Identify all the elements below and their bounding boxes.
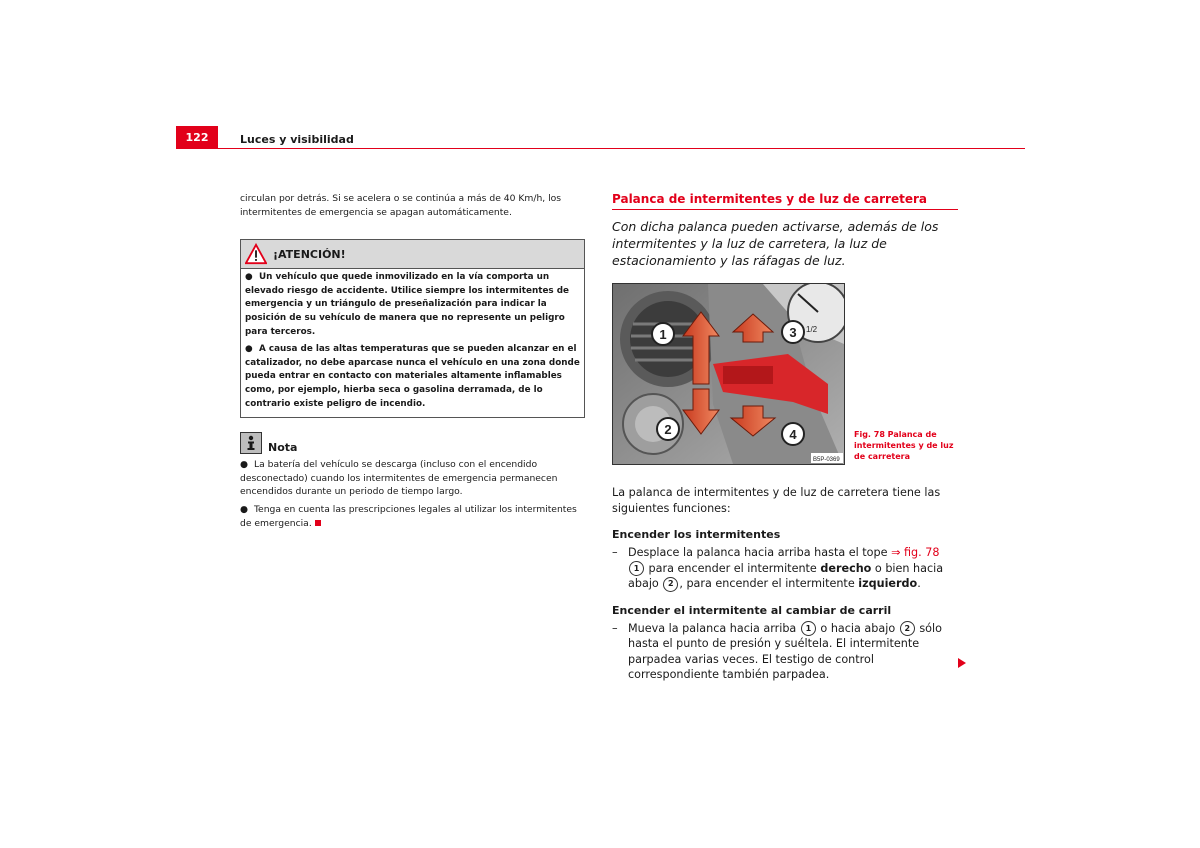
figure bbox=[612, 283, 958, 467]
instruction-text: Desplace la palanca hacia arriba hasta el tope ⇒ fig. 78 1 para encender el intermitente derecho o bien hacia abajo 2 , para encender el intermitente izquierdo. bbox=[628, 546, 944, 590]
lever-illustration bbox=[613, 284, 844, 464]
right-column bbox=[612, 192, 958, 683]
warning-title: ¡ATENCIÓN! bbox=[273, 247, 346, 261]
figure-label-4: 4 bbox=[789, 427, 797, 442]
callout-2: 2 bbox=[900, 621, 915, 636]
intro-paragraph: circulan por detrás. Si se acelera o se continúa a más de 40 Km/h, los intermitentes de emergencia se apagan automáticamente. bbox=[240, 193, 562, 218]
warning-header bbox=[241, 240, 584, 269]
subsection-title: Encender los intermitentes bbox=[612, 528, 781, 541]
dash-marker: – bbox=[612, 546, 618, 559]
warning-item-text: Un vehículo que quede inmovilizado en la vía comporta un elevado riesgo de accidente. Utilice siempre los intermitentes de emergencia y un triángulo de preseñalización para indicar la posición de su vehículo de manera que no represente un peligro para terceros. bbox=[245, 272, 569, 337]
figure-label-3: 3 bbox=[789, 325, 797, 340]
note-title: Nota bbox=[268, 441, 298, 455]
callout-1: 1 bbox=[801, 621, 816, 636]
info-icon bbox=[240, 432, 262, 454]
instruction-text: Mueva la palanca hacia arriba 1 o hacia abajo 2 sólo hasta el punto de presión y suéltela. El intermitente parpadea varias veces. El testigo de control correspondiente también parpadea. bbox=[628, 621, 942, 681]
callout-1: 1 bbox=[629, 561, 644, 576]
figure-code: B5P-0369 bbox=[813, 457, 840, 463]
page-number: 122 bbox=[176, 126, 218, 149]
figure-caption: Fig. 78 Palanca de intermitentes y de luz de carretera bbox=[854, 430, 954, 461]
instruction-item bbox=[612, 621, 958, 683]
warning-item: ● Un vehículo que quede inmovilizado en la vía comporta un elevado riesgo de accidente. Utilice siempre los intermitentes de emergencia y un triángulo de preseñalización para indicar la posición de su vehículo de manera que no represente un peligro para terceros. bbox=[245, 272, 569, 337]
functions-intro: La palanca de intermitentes y de luz de carretera tiene las siguientes funciones: bbox=[612, 486, 941, 515]
warning-item-text: A causa de las altas temperaturas que se pueden alcanzar en el catalizador, no debe aparcase nunca el vehículo en una zona donde pueda entrar en contacto con materiales altamente inflamables como, por ejemplo, hierba seca o gasolina derramada, de lo contrario existe peligro de incendio. bbox=[245, 344, 580, 409]
warning-body bbox=[241, 269, 584, 417]
dash-marker: – bbox=[612, 621, 618, 635]
header-rule bbox=[176, 148, 1025, 149]
figure-reference-link[interactable]: ⇒ fig. 78 bbox=[891, 546, 940, 559]
continue-arrow-icon bbox=[958, 658, 966, 668]
figure-image bbox=[612, 283, 845, 465]
warning-box bbox=[240, 239, 585, 418]
subsection-title: Encender el intermitente al cambiar de carril bbox=[612, 603, 892, 617]
note-header bbox=[240, 432, 585, 454]
note-item: ● La batería del vehículo se descarga (incluso con el encendido desconectado) cuando los intermitentes de emergencia permanecen encendidos durante un periodo de tiempo largo. bbox=[240, 459, 558, 498]
warning-triangle-icon bbox=[245, 243, 267, 265]
figure-label-1: 1 bbox=[659, 327, 667, 342]
warning-item: ● A causa de las altas temperaturas que se pueden alcanzar en el catalizador, no debe aparcase nunca el vehículo en una zona donde pueda entrar en contacto con materiales altamente inflamables como, por ejemplo, hierba seca o gasolina derramada, de lo contrario existe peligro de incendio. bbox=[245, 344, 580, 409]
section-header-title: Luces y visibilidad bbox=[240, 133, 354, 146]
section-title: Palanca de intermitentes y de luz de carretera bbox=[612, 192, 958, 210]
gauge-label: 1/2 bbox=[806, 325, 818, 334]
note-item: ● Tenga en cuenta las prescripciones legales al utilizar los intermitentes de emergencia. bbox=[240, 503, 577, 529]
left-column bbox=[240, 192, 585, 530]
end-of-section-mark bbox=[315, 520, 321, 526]
section-intro: Con dicha palanca pueden activarse, además de los intermitentes y la luz de carretera, la luz de estacionamiento y las ráfagas de luz. bbox=[612, 219, 939, 268]
callout-2: 2 bbox=[663, 577, 678, 592]
instruction-item bbox=[612, 545, 958, 592]
note-item-text: Tenga en cuenta las prescripciones legales al utilizar los intermitentes de emergencia. bbox=[240, 503, 577, 529]
note-item-text: La batería del vehículo se descarga (incluso con el encendido desconectado) cuando los intermitentes de emergencia permanecen encendidos durante un periodo de tiempo largo. bbox=[240, 459, 558, 498]
figure-label-2: 2 bbox=[664, 422, 672, 437]
